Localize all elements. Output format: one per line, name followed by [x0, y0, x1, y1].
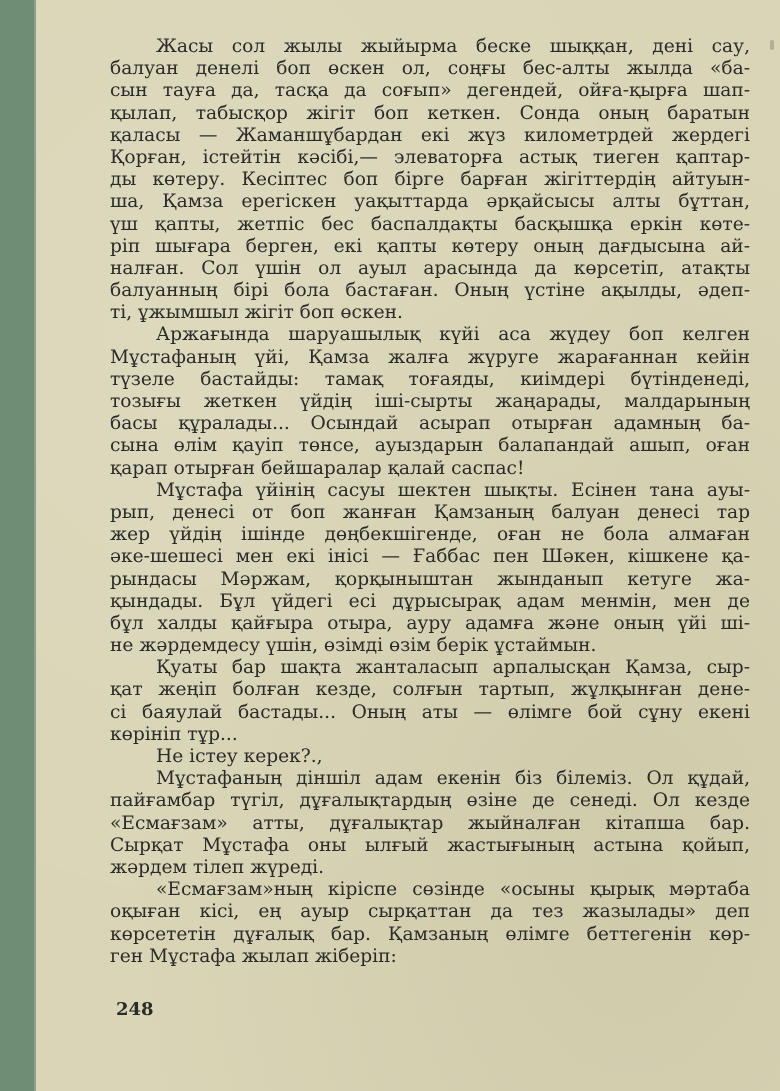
text-line: Мұстафа үйінің сасуы шектен шықты. Есінен тана ауы-	[156, 479, 750, 501]
text-line: не жәрдемдесу үшін, өзімді өзім берік ұстаймын.	[110, 635, 597, 657]
text-line: әке-шешесі мен екі інісі — Ғаббас пен Шәкен, кішкене қа-	[110, 546, 750, 568]
text-line: балуан денелі боп өскен ол, соңғы бес-алты жылда «ба-	[110, 58, 750, 80]
text-line: ген Мұстафа жылап жіберіп:	[110, 945, 397, 967]
text-line: Мұстафаның үйі, Қамза жалға жүруге жарағаннан кейін	[110, 346, 750, 368]
text-line: ды көтеру. Кесіптес боп бірге барған жігіттердің айтуын-	[110, 169, 750, 191]
text-line: үш қапты, жетпіс бес баспалдақты басқышқа еркін көте-	[110, 213, 750, 235]
text-line: оқыған кісі, ең ауыр сырқаттан да тез жазылады» деп	[110, 901, 750, 923]
text-line: рындасы Мәржам, қорқыныштан жынданып кетуге жа-	[110, 568, 750, 590]
text-line: Жасы сол жылы жыйырма беске шыққан, дені сау,	[156, 36, 750, 57]
text-line: түзеле бастайды: тамақ тоғаяды, киімдері бүтінденеді,	[110, 368, 750, 390]
text-line: қарап отырған бейшаралар қалай саспас!	[110, 457, 525, 479]
text-line: бұл халды қайғыра отыра, ауру адамға және оның үйі ші-	[110, 612, 750, 634]
body-text	[110, 36, 750, 968]
text-line: Мұстафаның діншіл адам екенін біз білеміз. Ол құдай,	[156, 768, 750, 790]
text-line: ріп шығара берген, екі қапты көтеру оның дағдысына ай-	[110, 235, 750, 257]
text-line: тозығы жеткен үйдің іші-сырты жаңарады, малдарының	[110, 391, 750, 412]
text-line: көрініп тұр...	[110, 723, 238, 745]
text-line: сі баяулай бастады... Оның аты — өлімге бой сұну екені	[110, 701, 750, 723]
text-line: көрсететін дұғалық бар. Қамзаның өлімге беттегенін көр-	[110, 923, 750, 945]
page-smudge	[770, 40, 774, 50]
text-line: жәрдем тілеп жүреді.	[110, 856, 325, 878]
text-line: жер үйдің ішінде дөңбекшігенде, оған не бола алмаған	[110, 524, 750, 546]
text-line: балуанның бірі бола бастаған. Оның үстіне ақылды, әдеп-	[110, 280, 750, 302]
text-line: «Есмағзам»ның кіріспе сөзінде «осыны қырық мәртаба	[156, 879, 750, 901]
text-line: Не істеу керек?.,	[156, 746, 323, 767]
text-line: ті, ұжымшыл жігіт боп өскен.	[110, 302, 403, 324]
book-page	[34, 0, 780, 1091]
text-line: рып, денесі от боп жанған Қамзаның балуан денесі тар	[110, 501, 750, 523]
text-line: сына өлім қауіп төнсе, ауыздарын балапандай ашып, оған	[110, 435, 750, 457]
text-line: сын тауға да, тасқа да соғып» дегендей, ойға-қырға шап-	[110, 80, 750, 102]
text-line: налған. Сол үшін ол ауыл арасында да көрсетіп, атақты	[110, 257, 750, 279]
text-line: Қуаты бар шақта жанталасып арпалысқан Қамза, сыр-	[156, 657, 750, 679]
text-line: қылап, табысқор жігіт боп кеткен. Сонда оның баратын	[110, 102, 750, 124]
text-line: Сырқат Мұстафа оны ылғый жастығының астына қойып,	[110, 834, 750, 856]
text-line: басы құралады... Осындай асырап отырған адамның ба-	[110, 413, 750, 435]
text-line: пайғамбар түгіл, дұғалықтардың өзіне де сенеді. Ол кезде	[110, 790, 750, 812]
text-line: Аржағында шаруашылық күйі аса жүдеу боп келген	[156, 324, 750, 346]
text-line: ша, Қамза ерегіскен уақыттарда әрқайсысы алты бұттан,	[110, 191, 750, 213]
page-number: 248	[116, 999, 154, 1020]
text-line: Қорған, істейтін кәсібі,— элеваторға астық тиеген қаптар-	[110, 146, 750, 168]
text-line: қат жеңіп болған кезде, солғын тартып, жұлқынған дене-	[110, 679, 750, 701]
text-line: «Есмағзам» атты, дұғалықтар жыйналған кітапша бар.	[110, 812, 750, 834]
text-line: қаласы — Жаманшұбардан екі жүз километрдей жердегі	[110, 124, 750, 146]
text-line: қындады. Бұл үйдегі есі дұрысырақ адам менмін, мен де	[110, 590, 750, 612]
